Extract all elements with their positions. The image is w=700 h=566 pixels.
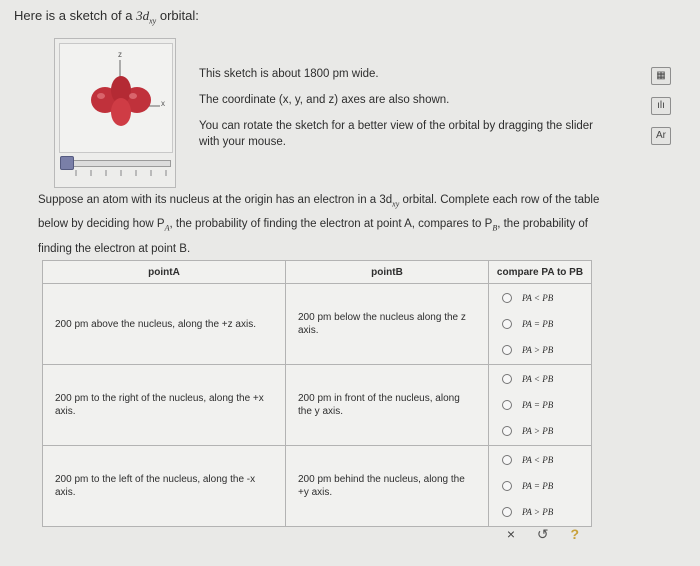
help-button[interactable]: ? xyxy=(570,526,580,542)
table-row xyxy=(43,446,592,527)
sketch-title: Here is a sketch of a $3d_{xy}$ orbital: xyxy=(14,8,199,26)
choice-greater-than[interactable]: PA > PB xyxy=(490,499,590,525)
choice-greater-than[interactable]: PA > PB xyxy=(490,418,590,444)
periodic-table-icon[interactable]: Ar xyxy=(651,127,671,145)
question-text: Suppose an atom with its nucleus at the origin has an electron in a $3d_{xy}$ orbital. Complete each row of the table below by deciding how $P_A$, the probability of finding the electron at point A, compares to $P_B$, the probability of finding the electron at point B. xyxy=(38,194,600,255)
column-header-point-a: pointA xyxy=(43,261,286,284)
compare-cell xyxy=(489,284,592,365)
radio-button[interactable] xyxy=(502,426,512,436)
x-axis-label: x xyxy=(161,99,165,108)
answer-toolbar xyxy=(496,520,590,548)
tool-sidebar xyxy=(651,67,673,157)
radio-button[interactable] xyxy=(502,293,512,303)
choice-less-than[interactable]: PA < PB xyxy=(490,285,590,311)
point-a-cell: 200 pm above the nucleus, along the +z axis. xyxy=(43,284,286,365)
orbital-sketch xyxy=(59,43,173,153)
point-b-cell: 200 pm in front of the nucleus, along the y axis. xyxy=(286,365,489,446)
point-a-cell: 200 pm to the left of the nucleus, along the -x axis. xyxy=(43,446,286,527)
z-axis-label: z xyxy=(118,50,122,59)
orbital-lobe xyxy=(111,98,131,126)
slider-thumb[interactable] xyxy=(60,156,74,170)
table-row xyxy=(43,365,592,446)
radio-button[interactable] xyxy=(502,345,512,355)
choice-equal[interactable]: PA = PB xyxy=(490,392,590,418)
rotation-slider[interactable] xyxy=(65,160,171,167)
column-header-point-b: pointB xyxy=(286,261,489,284)
radio-button[interactable] xyxy=(502,481,512,491)
choice-greater-than[interactable]: PA > PB xyxy=(490,337,590,363)
choice-equal[interactable]: PA = PB xyxy=(490,311,590,337)
choice-less-than[interactable]: PA < PB xyxy=(490,366,590,392)
close-button[interactable]: × xyxy=(506,526,516,542)
slider-ticks xyxy=(71,170,171,178)
choice-equal[interactable]: PA = PB xyxy=(490,473,590,499)
radio-button[interactable] xyxy=(502,455,512,465)
column-header-compare: compare PA to PB xyxy=(489,261,592,284)
calculator-icon[interactable]: ▦ xyxy=(651,67,671,85)
orbital-sketch-panel xyxy=(54,38,176,188)
radio-button[interactable] xyxy=(502,400,512,410)
point-b-cell: 200 pm behind the nucleus, along the +y axis. xyxy=(286,446,489,527)
radio-button[interactable] xyxy=(502,374,512,384)
rotate-note: You can rotate the sketch for a better view of the orbital by dragging the slider with your mouse. xyxy=(199,120,594,148)
orbital-drawing xyxy=(60,44,172,152)
undo-button[interactable]: ↺ xyxy=(536,525,549,542)
comparison-table xyxy=(42,260,592,527)
choice-less-than[interactable]: PA < PB xyxy=(490,447,590,473)
radio-button[interactable] xyxy=(502,507,512,517)
width-note: This sketch is about 1800 pm wide. xyxy=(199,68,379,80)
table-header-row xyxy=(43,261,592,284)
table-row xyxy=(43,284,592,365)
chart-icon[interactable]: ılı xyxy=(651,97,671,115)
point-a-cell: 200 pm to the right of the nucleus, along the +x axis. xyxy=(43,365,286,446)
sketch-description xyxy=(199,66,609,160)
compare-cell xyxy=(489,446,592,527)
radio-button[interactable] xyxy=(502,319,512,329)
point-b-cell: 200 pm below the nucleus along the z axis. xyxy=(286,284,489,365)
axes-note: The coordinate (x, y, and z) axes are also shown. xyxy=(199,94,450,106)
compare-cell xyxy=(489,365,592,446)
